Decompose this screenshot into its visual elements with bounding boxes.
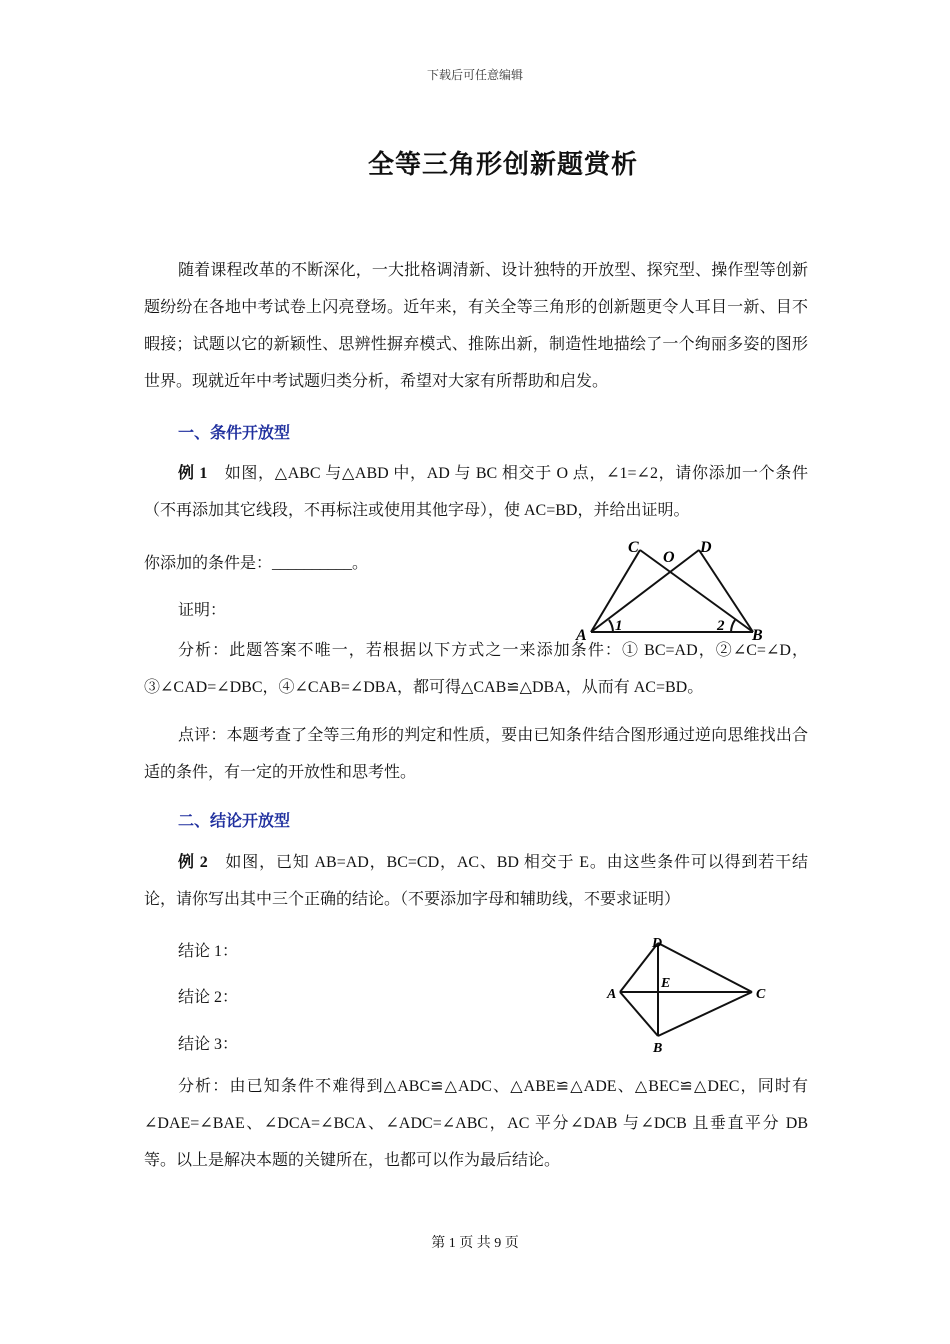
segment-cb	[658, 992, 752, 1036]
conclusion2-label: 结论 2：	[178, 989, 239, 1006]
segment-cb	[640, 550, 753, 632]
conclusion1-label: 结论 1：	[178, 943, 239, 960]
label-d: D	[700, 539, 712, 556]
comment1-paragraph: 点评：本题考查了全等三角形的判定和性质，要由已知条件结合图形通过逆向思维找出合适的条件，有一定的开放性和思考性。	[144, 727, 808, 781]
segment-ad	[591, 550, 699, 632]
angle2-arc	[731, 620, 735, 632]
label-o: O	[663, 549, 675, 566]
example2-label: 例 2	[178, 854, 208, 871]
example1-paragraph	[144, 455, 808, 529]
example2-paragraph	[144, 844, 808, 918]
section2-heading: 二、结论开放型	[178, 811, 291, 830]
label-c: C	[628, 539, 639, 556]
label-c: C	[756, 987, 766, 1002]
label-a: A	[576, 627, 587, 644]
segment-db	[699, 550, 753, 632]
answer-line: 你添加的条件是：__________。	[144, 555, 369, 572]
label-angle1: 1	[615, 618, 623, 634]
segment-ba	[620, 992, 658, 1036]
page-header: 下载后可任意编辑	[426, 68, 523, 82]
figure-triangles-abc-abd	[566, 536, 776, 646]
section1-heading: 一、条件开放型	[178, 423, 291, 442]
label-a: A	[607, 987, 617, 1002]
label-b: B	[752, 627, 763, 644]
example2-text: 如图，已知 AB=AD，BC=CD，AC、BD 相交于 E。由这些条件可以得到若干结论，请你写出其中三个正确的结论。（不要添加字母和辅助线，不要求证明）	[144, 854, 808, 908]
analysis1-paragraph: 分析：此题答案不唯一，若根据以下方式之一来添加条件：① BC=AD，②∠C=∠D，③∠CAD=∠DBC，④∠CAB=∠DBA，都可得△CAB≌△DBA，从而有 AC=BD。	[144, 642, 808, 696]
example1-text: 如图，△ABC 与△ABD 中，AD 与 BC 相交于 O 点，∠1=∠2，请你添加一个条件（不再添加其它线段，不再标注或使用其他字母），使 AC=BD，并给出证明。	[144, 465, 808, 519]
segment-dc	[658, 943, 752, 992]
figure-kite-abcd	[600, 930, 780, 1056]
example1-label: 例 1	[178, 465, 208, 482]
page-title: 全等三角形创新题赏析	[367, 150, 638, 180]
label-d: D	[652, 936, 663, 951]
analysis2-paragraph: 分析：由已知条件不难得到△ABC≌△ADC、△ABE≌△ADE、△BEC≌△DEC，同时有∠DAE=∠BAE、∠DCA=∠BCA、∠ADC=∠ABC，AC 平分∠DAB 与∠DCB 且垂直平分 DB 等。以上是解决本题的关键所在，也都可以作为最后结论。	[144, 1078, 808, 1169]
label-e: E	[661, 976, 671, 991]
label-angle2: 2	[717, 618, 725, 634]
proof-label: 证明：	[178, 602, 227, 619]
page-footer: 第 1 页 共 9 页	[431, 1236, 519, 1251]
intro-paragraph: 随着课程改革的不断深化，一大批格调清新、设计独特的开放型、探究型、操作型等创新题纷纷在各地中考试卷上闪亮登场。近年来，有关全等三角形的创新题更令人耳目一新、目不暇接；试题以它的新颖性、思辨性摒弃模式、推陈出新，制造性地描绘了一个绚丽多姿的图形世界。现就近年中考试题归类分析，希望对大家有所帮助和启发。	[144, 262, 808, 390]
angle1-arc	[609, 620, 613, 632]
label-b: B	[653, 1041, 663, 1056]
conclusion3-label: 结论 3：	[178, 1036, 239, 1053]
